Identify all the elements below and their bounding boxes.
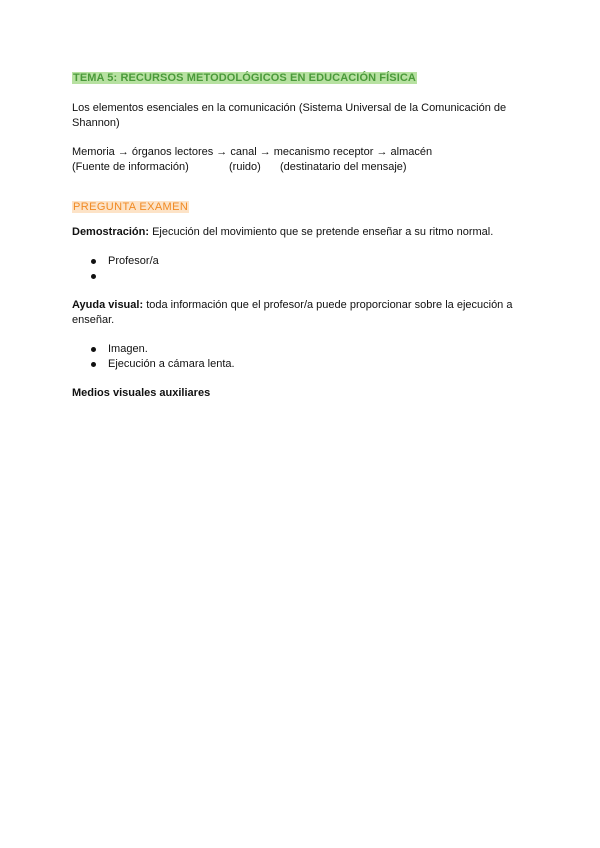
chain-labels <box>72 160 532 175</box>
list-item: Ejecución a cámara lenta. <box>72 357 532 372</box>
page-title: TEMA 5: RECURSOS METODOLÓGICOS EN EDUCACIÓN FÍSICA <box>73 72 416 84</box>
demonstration-term: Demostración: <box>72 226 150 238</box>
demonstration-list <box>72 254 532 284</box>
label-noise: (ruido) <box>229 161 261 173</box>
visual-aid-list <box>72 342 532 372</box>
communication-chain: Memoria → órganos lectores → canal → mecanismo receptor → almacén <box>72 146 433 158</box>
bullet-icon <box>91 362 96 367</box>
visual-aid-definition: toda información que el profesor/a puede proporcionar sobre la ejecución a enseñar. <box>72 299 513 326</box>
title-line <box>72 71 532 86</box>
intro-paragraph: Los elementos esenciales en la comunicación (Sistema Universal de la Comunicación de Shannon) <box>72 102 507 129</box>
list-item <box>72 269 532 284</box>
demonstration-definition: Ejecución del movimiento que se pretende enseñar a su ritmo normal. <box>152 226 494 238</box>
label-destination: (destinatario del mensaje) <box>280 161 407 173</box>
visual-aid-term: Ayuda visual: <box>72 299 144 311</box>
visual-aid-paragraph <box>72 298 532 328</box>
demonstration-paragraph <box>72 225 532 240</box>
exam-label: PREGUNTA EXAMEN <box>73 201 189 213</box>
document-body <box>72 71 532 401</box>
bullet-icon <box>91 259 96 264</box>
auxiliary-heading: Medios visuales auxiliares <box>72 387 211 399</box>
list-item: Profesor/a <box>72 254 532 269</box>
bullet-icon <box>91 274 96 279</box>
label-source: (Fuente de información) <box>72 161 189 173</box>
exam-label-line <box>72 200 532 215</box>
bullet-icon <box>91 347 96 352</box>
list-item: Imagen. <box>72 342 532 357</box>
